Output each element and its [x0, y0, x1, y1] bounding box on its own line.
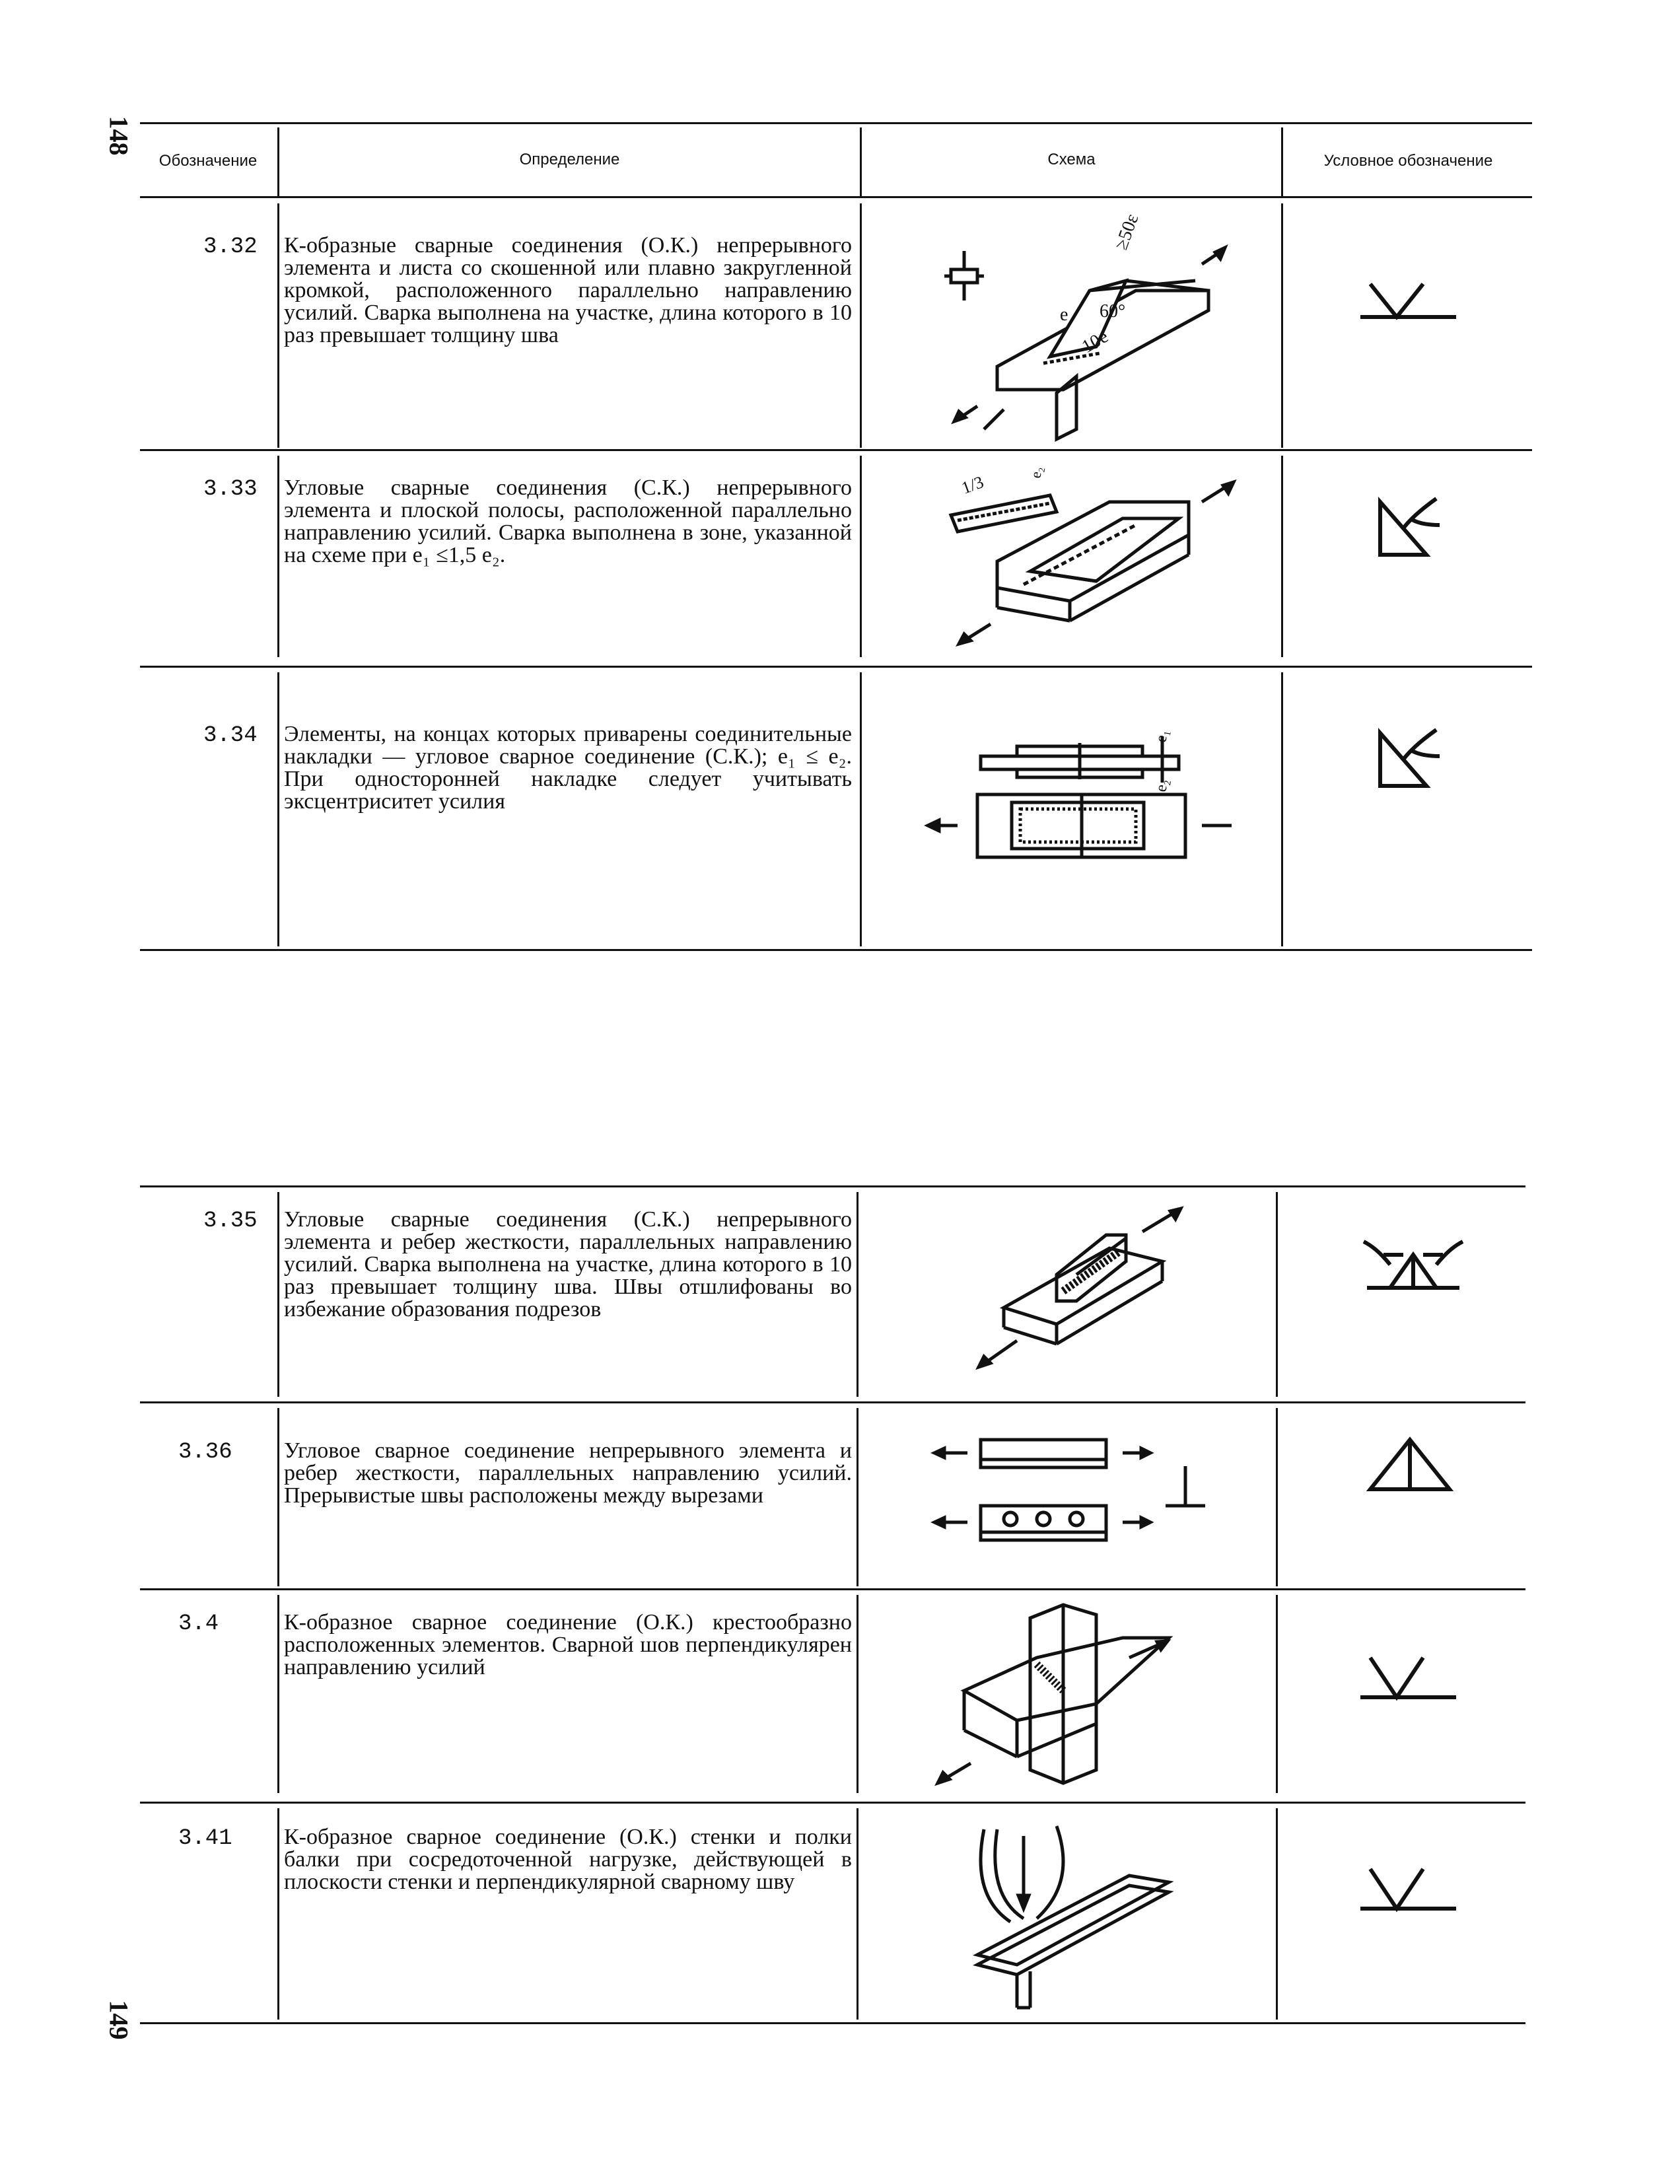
scheme-label: 1/3 — [959, 472, 987, 498]
scheme-3-32 — [925, 211, 1242, 436]
scheme-label: 60° — [1100, 301, 1126, 322]
row-rule — [140, 1401, 1525, 1403]
col-divider — [1281, 672, 1283, 946]
scheme-label: e — [1060, 304, 1068, 325]
col-divider — [857, 1408, 858, 1586]
col-divider — [1281, 127, 1283, 196]
page-number-top: 148 — [104, 116, 134, 156]
symbol-3-41 — [1357, 1862, 1463, 1925]
symbol-3-4 — [1357, 1651, 1463, 1714]
col-divider — [277, 672, 279, 946]
header-symbol: Условное обозначение — [1323, 152, 1493, 170]
row-number: 3.32 — [203, 234, 258, 260]
row-definition: Элементы, на концах которых приварены соединительные накладки — угловое сварное соединение (С.К.); e₁ ≤ e₂. При односторонней накладке следует учитывать эксцентриситет усилия — [284, 722, 852, 814]
col-divider — [1276, 1408, 1278, 1586]
row-number: 3.41 — [178, 1826, 232, 1851]
header-designation: Обозначение — [158, 152, 258, 170]
scheme-3-35 — [964, 1202, 1202, 1374]
row-number: 3.35 — [203, 1209, 258, 1234]
row-definition: К-образные сварные соединения (О.К.) непрерывного элемента и листа со скошенной или плавно закругленной кромкой, расположенного параллельно направлению усилий. Сварка выполнена на участке, длина которого в 10 раз превышает толщину шва — [284, 233, 852, 347]
scheme-label: e₂ — [1027, 465, 1045, 479]
scheme-label: 10e — [1078, 326, 1112, 358]
col-divider — [1276, 1595, 1278, 1793]
col-divider — [860, 456, 862, 657]
row-rule — [140, 1588, 1525, 1590]
row-number: 3.36 — [178, 1440, 232, 1465]
header-definition: Определение — [519, 151, 620, 168]
symbol-3-33 — [1374, 489, 1453, 565]
scheme-3-36 — [931, 1420, 1242, 1572]
col-divider — [277, 1408, 279, 1586]
col-divider — [860, 203, 862, 448]
row-number: 3.34 — [203, 723, 258, 748]
scheme-label: e₁ — [1152, 728, 1172, 744]
col-divider — [277, 1595, 279, 1793]
row-number: 3.4 — [178, 1611, 219, 1637]
page-number-bottom: 149 — [104, 2000, 134, 2040]
table-top-rule — [140, 1185, 1525, 1187]
row-rule — [140, 666, 1532, 668]
col-divider — [277, 1808, 279, 2020]
scheme-3-33 — [938, 462, 1242, 647]
header-bottom-rule — [140, 196, 1532, 198]
row-rule — [140, 1802, 1525, 1804]
row-rule — [140, 449, 1532, 451]
col-divider — [1276, 1808, 1278, 2020]
scheme-label: e₂ — [1152, 777, 1172, 794]
symbol-3-35 — [1357, 1228, 1469, 1304]
scheme-3-34 — [925, 717, 1242, 882]
scheme-3-41 — [958, 1816, 1195, 2014]
symbol-3-34 — [1374, 720, 1453, 796]
row-definition: К-образное сварное соединение (О.К.) стенки и полки балки при сосредоточенной нагрузке, действующей в плоскости стенки и перпендикулярной сварному шву — [284, 1825, 852, 1894]
symbol-3-36 — [1364, 1427, 1456, 1502]
row-definition: Угловые сварные соединения (С.К.) непрерывного элемента и ребер жесткости, параллельных направлению усилий. Сварка выполнена на участке, длина которого в 10 раз превышает толщину шва. Швы отшлифованы во избежание образования подрезов — [284, 1207, 852, 1321]
row-number: 3.33 — [203, 477, 258, 502]
row-definition: К-образное сварное соединение (О.К.) крестообразно расположенных элементов. Сварной шов перпендикулярен направлению усилий — [284, 1610, 852, 1679]
row-definition: Угловое сварное соединение непрерывного элемента и ребер жесткости, параллельных направлению усилий. Прерывистые швы расположены между вырезами — [284, 1438, 852, 1508]
symbol-3-32 — [1357, 271, 1463, 347]
scheme-3-4 — [925, 1598, 1202, 1796]
col-divider — [1281, 203, 1283, 448]
table-bottom-rule — [140, 949, 1532, 951]
col-divider — [277, 456, 279, 657]
col-divider — [857, 1808, 858, 2020]
table-top-rule — [140, 122, 1532, 124]
row-definition: Угловые сварные соединения (С.К.) непрерывного элемента и плоской полосы, расположенной параллельно направлению усилий. Сварка выполнена в зоне, указанной на схеме при e₁ ≤1,5 e₂. — [284, 476, 852, 567]
col-divider — [860, 672, 862, 946]
col-divider — [1281, 456, 1283, 657]
col-divider — [857, 1192, 858, 1397]
col-divider — [277, 127, 279, 196]
col-divider — [277, 1192, 279, 1397]
col-divider — [277, 203, 279, 448]
header-scheme: Схема — [1047, 151, 1096, 168]
col-divider — [857, 1595, 858, 1793]
scheme-label: ≥50ε — [1111, 211, 1143, 253]
col-divider — [1276, 1192, 1278, 1397]
table-bottom-rule — [140, 2022, 1525, 2024]
